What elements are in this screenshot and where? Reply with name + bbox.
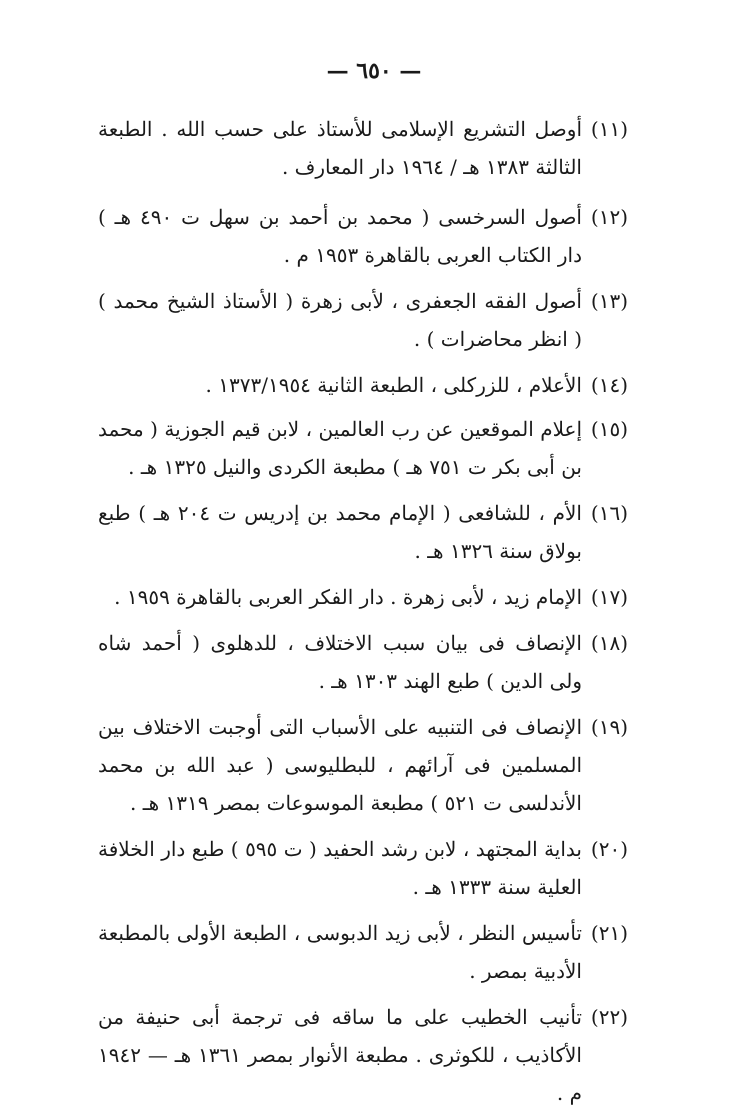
entry-number: (١٧)	[590, 585, 628, 609]
entry-text: الإمام زيد ، لأبى زهرة . دار الفكر العربى بالقاهرة ١٩٥٩ .	[114, 585, 582, 609]
bibliography-list	[98, 110, 628, 1120]
bibliography-entry	[98, 494, 628, 570]
entry-text: تأسيس النظر ، لأبى زيد الدبوسى ، الطبعة الأولى بالمطبعة الأدبية بمصر .	[98, 921, 582, 983]
page-number: — ٦٥٠ —	[326, 58, 422, 84]
entry-number: (١١)	[590, 117, 628, 141]
entry-text: إعلام الموقعين عن رب العالمين ، لابن قيم الجوزية ( محمد بن أبى بكر ت ٧٥١ هـ ) مطبعة الكردى والنيل ١٣٢٥ هـ .	[98, 417, 582, 479]
entry-text: الأعلام ، للزركلى ، الطبعة الثانية ١٣٧٣/١٩٥٤ .	[205, 373, 582, 397]
bibliography-entry	[98, 624, 628, 700]
entry-number: (١٨)	[590, 631, 628, 655]
entry-text: أصول السرخسى ( محمد بن أحمد بن سهل ت ٤٩٠ هـ ) دار الكتاب العربى بالقاهرة ١٩٥٣ م .	[98, 205, 582, 267]
bibliography-entry	[98, 914, 628, 990]
entry-number: (١٩)	[590, 715, 628, 739]
entry-number: (١٦)	[590, 501, 628, 525]
bibliography-entry	[98, 578, 628, 616]
entry-number: (١٢)	[590, 205, 628, 229]
entry-text: تأنيب الخطيب على ما ساقه فى ترجمة أبى حنيفة من الأكاذيب ، للكوثرى . مطبعة الأنوار بمصر ١٣٦١ هـ — ١٩٤٢ م .	[98, 1005, 582, 1105]
entry-text: الإنصاف فى بيان سبب الاختلاف ، للدهلوى ( أحمد شاه ولى الدين ) طبع الهند ١٣٠٣ هـ .	[98, 631, 582, 693]
bibliography-entry	[98, 998, 628, 1112]
entry-text: أصول الفقه الجعفرى ، لأبى زهرة ( الأستاذ الشيخ محمد ) ( انظر محاضرات ) .	[98, 289, 582, 351]
entry-text: أوصل التشريع الإسلامى للأستاذ على حسب الله . الطبعة الثالثة ١٣٨٣ هـ / ١٩٦٤ دار المعارف .	[98, 117, 582, 179]
entry-text: بداية المجتهد ، لابن رشد الحفيد ( ت ٥٩٥ ) طبع دار الخلافة العلية سنة ١٣٣٣ هـ .	[98, 837, 582, 899]
bibliography-entry	[98, 198, 628, 274]
entry-number: (٢٢)	[590, 1005, 628, 1029]
entry-number: (٢٠)	[590, 837, 628, 861]
bibliography-entry	[98, 110, 628, 186]
entry-number: (١٣)	[590, 289, 628, 313]
bibliography-entry	[98, 366, 628, 404]
entry-number: (١٤)	[590, 373, 628, 397]
entry-text: الأم ، للشافعى ( الإمام محمد بن إدريس ت ٢٠٤ هـ ) طبع بولاق سنة ١٣٢٦ هـ .	[98, 501, 582, 563]
entry-number: (٢١)	[590, 921, 628, 945]
bibliography-entry	[98, 708, 628, 822]
bibliography-entry	[98, 282, 628, 358]
bibliography-entry	[98, 410, 628, 486]
entry-text: الإنصاف فى التنبيه على الأسباب التى أوجبت الاختلاف بين المسلمين فى آرائهم ، للبطليوسى ( عبد الله بن محمد الأندلسى ت ٥٢١ ) مطبعة الموسوعات بمصر ١٣١٩ هـ .	[98, 715, 582, 815]
entry-number: (١٥)	[590, 417, 628, 441]
bibliography-entry	[98, 830, 628, 906]
